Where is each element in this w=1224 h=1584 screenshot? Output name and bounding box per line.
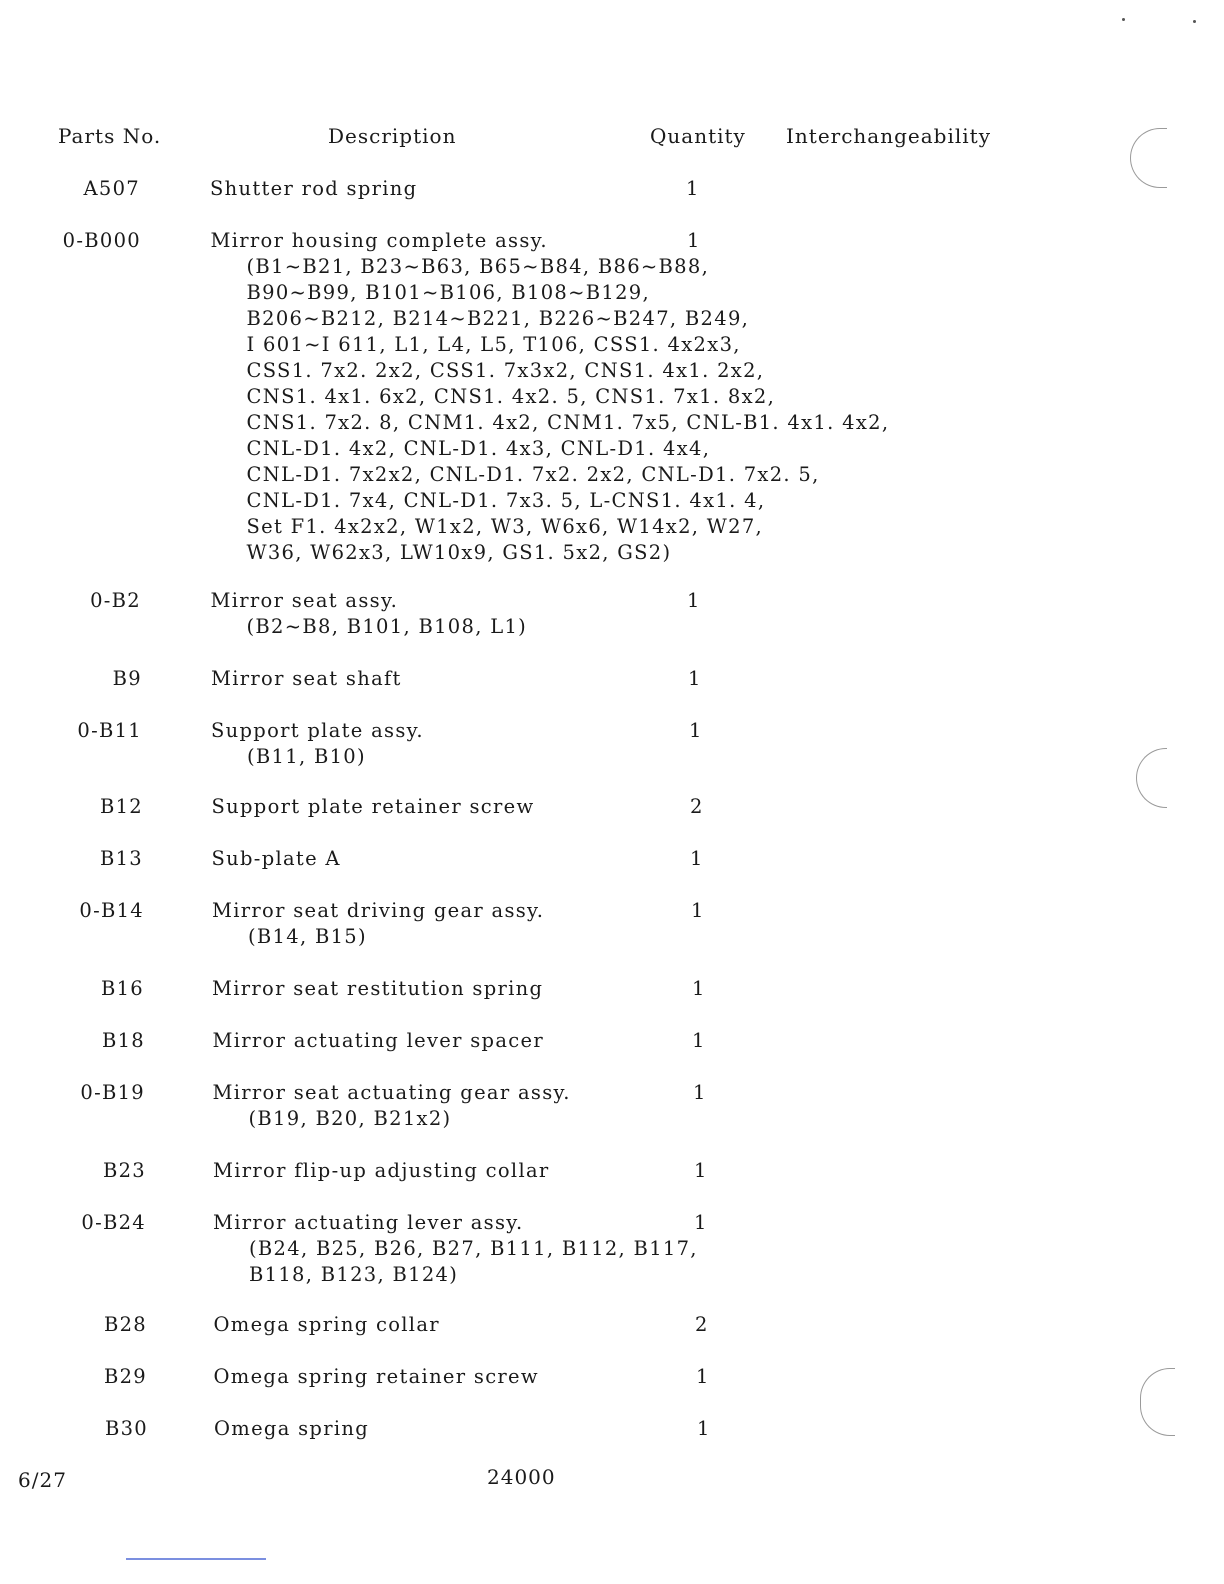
- quantity-value: 1: [687, 229, 701, 252]
- quantity-value: 1: [691, 899, 705, 922]
- part-description: [213, 1080, 571, 1132]
- description-line: Omega spring: [214, 1417, 370, 1440]
- quantity-value: 1: [692, 977, 706, 1000]
- part-number: B28: [103, 1313, 147, 1336]
- components-line: Set F1. 4x2x2, W1x2, W3, W6x6, W14x2, W27,: [246, 515, 764, 538]
- part-description: [212, 794, 535, 820]
- components-line: (B1~B21, B23~B63, B65~B84, B86~B88,: [246, 255, 710, 278]
- part-description: [214, 1312, 440, 1338]
- components-line: B118, B123, B124): [249, 1263, 459, 1286]
- description-line: Mirror actuating lever assy.: [213, 1211, 524, 1234]
- components-line: CNL-D1. 4x2, CNL-D1. 4x3, CNL-D1. 4x4,: [246, 437, 711, 460]
- quantity-value: 1: [687, 589, 701, 612]
- description-line: Mirror seat shaft: [211, 667, 402, 690]
- components-line: CNL-D1. 7x4, CNL-D1. 7x3. 5, L-CNS1. 4x1. 4,: [246, 489, 766, 512]
- part-number: 0-B2: [90, 589, 141, 612]
- part-number: B29: [103, 1365, 147, 1388]
- description-line: Mirror seat restitution spring: [212, 977, 544, 1000]
- components-line: I 601~I 611, L1, L4, L5, T106, CSS1. 4x2x3,: [246, 333, 741, 356]
- quantity-value: 1: [694, 1211, 708, 1234]
- description-line: Mirror flip-up adjusting collar: [213, 1159, 550, 1182]
- components-line: (B2~B8, B101, B108, L1): [246, 615, 528, 638]
- part-number: 0-B19: [80, 1081, 145, 1104]
- page-reference: 6/27: [18, 1468, 67, 1492]
- part-number: 0-B11: [77, 719, 142, 742]
- quantity-value: 2: [690, 795, 704, 818]
- part-number: 0-B24: [81, 1211, 146, 1234]
- binding-hole-mark: [1140, 1368, 1175, 1436]
- part-description: [211, 666, 402, 692]
- header-parts-no: Parts No.: [58, 124, 162, 148]
- scan-dot: [1122, 18, 1125, 21]
- quantity-value: 1: [688, 667, 702, 690]
- part-number: B9: [112, 667, 142, 690]
- part-description: [213, 1158, 550, 1184]
- description-line: Mirror seat actuating gear assy.: [212, 1081, 571, 1104]
- description-line: Mirror housing complete assy.: [210, 229, 548, 252]
- part-number: B23: [102, 1159, 146, 1182]
- part-description: [214, 1364, 539, 1390]
- part-description: [212, 976, 543, 1002]
- quantity-value: 1: [686, 177, 700, 200]
- components-line: CSS1. 7x2. 2x2, CSS1. 7x3x2, CNS1. 4x1. 2x2,: [246, 359, 765, 382]
- components-line: B206~B212, B214~B221, B226~B247, B249,: [246, 307, 750, 330]
- binding-hole-mark: [1136, 748, 1167, 808]
- quantity-value: 1: [696, 1365, 710, 1388]
- quantity-value: 2: [695, 1313, 709, 1336]
- components-line: (B14, B15): [248, 925, 367, 948]
- description-line: Mirror actuating lever spacer: [212, 1029, 544, 1052]
- scan-dot: [1193, 20, 1196, 23]
- part-number: B16: [100, 977, 144, 1000]
- quantity-value: 1: [697, 1417, 711, 1440]
- description-line: Mirror seat driving gear assy.: [212, 899, 545, 922]
- part-description: [211, 228, 890, 566]
- part-description: [212, 898, 544, 950]
- quantity-value: 1: [690, 847, 704, 870]
- part-number: B30: [104, 1417, 148, 1440]
- components-line: (B19, B20, B21x2): [248, 1107, 452, 1130]
- scan-artifact-line: [126, 1558, 266, 1560]
- quantity-value: 1: [694, 1159, 708, 1182]
- description-line: Shutter rod spring: [210, 177, 418, 200]
- part-description: [211, 718, 424, 770]
- description-line: Omega spring retainer screw: [213, 1365, 539, 1388]
- part-number: 0-B14: [79, 899, 144, 922]
- part-number: A507: [83, 177, 140, 200]
- components-line: CNL-D1. 7x2x2, CNL-D1. 7x2. 2x2, CNL-D1. 7x2. 5,: [246, 463, 820, 486]
- part-number: B13: [99, 847, 143, 870]
- part-number: 0-B000: [62, 229, 141, 252]
- header-description: Description: [328, 124, 457, 148]
- description-line: Mirror seat assy.: [210, 589, 399, 612]
- description-line: Omega spring collar: [213, 1313, 440, 1336]
- description-line: Support plate retainer screw: [211, 795, 535, 818]
- quantity-value: 1: [689, 719, 703, 742]
- components-line: (B11, B10): [247, 745, 366, 768]
- components-line: B90~B99, B101~B106, B108~B129,: [246, 281, 650, 304]
- components-line: CNS1. 4x1. 6x2, CNS1. 4x2. 5, CNS1. 7x1. 8x2,: [246, 385, 776, 408]
- components-line: W36, W62x3, LW10x9, GS1. 5x2, GS2): [246, 541, 672, 564]
- part-description: [214, 1416, 369, 1442]
- components-line: CNS1. 7x2. 8, CNM1. 4x2, CNM1. 7x5, CNL-B1. 4x1. 4x2,: [246, 411, 890, 434]
- components-line: (B24, B25, B26, B27, B111, B112, B117,: [249, 1237, 698, 1260]
- part-number: B12: [99, 795, 143, 818]
- description-line: Sub-plate A: [211, 847, 341, 870]
- header-interchangeability: Interchangeability: [786, 124, 991, 148]
- description-line: Support plate assy.: [211, 719, 424, 742]
- part-description: [213, 1210, 698, 1288]
- part-number: B18: [101, 1029, 145, 1052]
- part-description: [211, 588, 528, 640]
- header-quantity: Quantity: [650, 124, 746, 148]
- quantity-value: 1: [693, 1081, 707, 1104]
- page-number: 24000: [487, 1465, 556, 1489]
- part-description: [213, 1028, 544, 1054]
- part-description: [210, 176, 417, 202]
- quantity-value: 1: [692, 1029, 706, 1052]
- part-description: [212, 846, 341, 872]
- binding-hole-mark: [1130, 128, 1167, 188]
